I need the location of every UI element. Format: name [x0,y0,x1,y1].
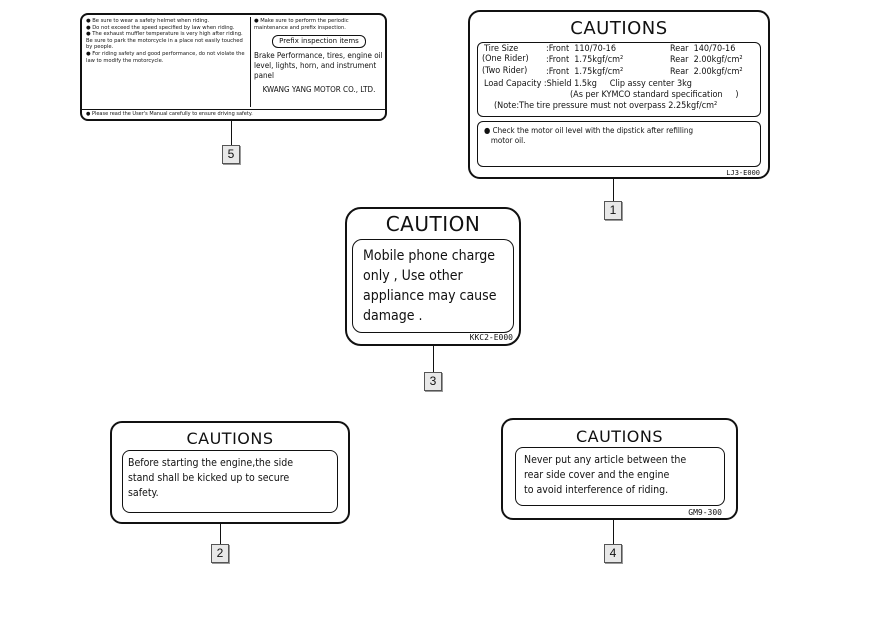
label-3-code: KKC2-E000 [469,333,513,342]
label-3-body-box [352,239,514,333]
label-4-title: CAUTIONS [575,427,664,446]
oil-check-box [477,121,761,167]
rear-pressure-one-rider: Rear 2.00kgf/cm² [670,55,743,65]
callout-1: 1 [604,201,622,220]
two-rider-label: (Two Rider) [482,66,528,76]
label-2-side-stand-caution [110,421,350,524]
inspection-items-badge: Prefix inspection items [272,35,366,48]
label-4-code: GM9-300 [688,508,722,517]
label-2-body-text: Before starting the engine,the side stand shall be kicked up to secure safety. [128,457,294,499]
label-2-body-box [122,450,338,513]
leader-line-3 [433,346,434,372]
maker-name: KWANG YANG MOTOR CO., LTD. [262,85,376,95]
load-capacity: Load Capacity :Shield 1.5kg Clip assy center 3kg [484,79,692,89]
oil-check-text: ● Check the motor oil level with the dipstick after refilling motor oil. [484,126,694,145]
label-3-title: CAUTION [385,212,481,236]
front-tire-size: :Front 110/70-16 [546,44,616,54]
label-1-tire-cautions [468,10,770,179]
column-divider [250,17,251,107]
callout-2: 2 [211,544,229,563]
tire-size-label: Tire Size [484,44,519,54]
one-rider-label: (One Rider) [482,54,529,64]
leader-line-2 [220,524,221,544]
label-4-rear-cover-caution [501,418,738,520]
label-2-title: CAUTIONS [186,429,274,448]
leader-line-4 [613,520,614,544]
callout-3: 3 [424,372,442,391]
inspection-text: Brake Performance, tires, engine oil level, lights, horn, and instrument panel [254,51,383,81]
callout-4: 4 [604,544,622,563]
label-1-code: LJ3-E000 [726,169,760,177]
pressure-note: (Note:The tire pressure must not overpass 2.25kgf/cm² [494,101,718,111]
footer-divider [82,109,385,110]
standard-spec: (As per KYMCO standard specification ) [570,90,739,100]
callout-5: 5 [222,145,240,164]
label-5-right-column [254,18,384,94]
label-5-left-column [86,18,246,64]
label-4-body-box [515,447,725,506]
leader-line-1 [613,179,614,201]
label-3-body-text: Mobile phone charge only , Use other appliance may cause damage . [363,248,497,324]
front-pressure-one-rider: :Front 1.75kgf/cm² [546,55,624,65]
bullet-item: ● The exhaust muffler temperature is very high after riding. Be sure to park the motorcycle in a place not easily touched by people. [86,31,243,51]
label-4-body-text: Never put any article between the rear side cover and the engine to avoid interference of riding. [524,454,687,496]
bullet-item: ● Do not exceed the speed specified by law when riding. [86,24,235,31]
bullet-item: ● Be sure to wear a safety helmet when riding. [86,18,210,24]
label-5-footer: ● Please read the User's Manual carefully to ensure driving safety. [86,111,253,117]
tire-spec-box [477,42,761,117]
leader-line-5 [231,121,232,145]
front-pressure-two-rider: :Front 1.75kgf/cm² [546,67,624,77]
rear-pressure-two-rider: Rear 2.00kgf/cm² [670,67,743,77]
bullet-item: ● For riding safety and good performance, do not violate the law to modify the motorcycle. [86,50,245,64]
maintenance-bullet: ● Make sure to perform the periodic maintenance and prefix inspection. [254,18,349,31]
label-3-phone-charge-caution [345,207,521,346]
rear-tire-size: Rear 140/70-16 [670,44,736,54]
label-5-safety-sticker [80,13,387,121]
label-1-title: CAUTIONS [570,18,668,39]
